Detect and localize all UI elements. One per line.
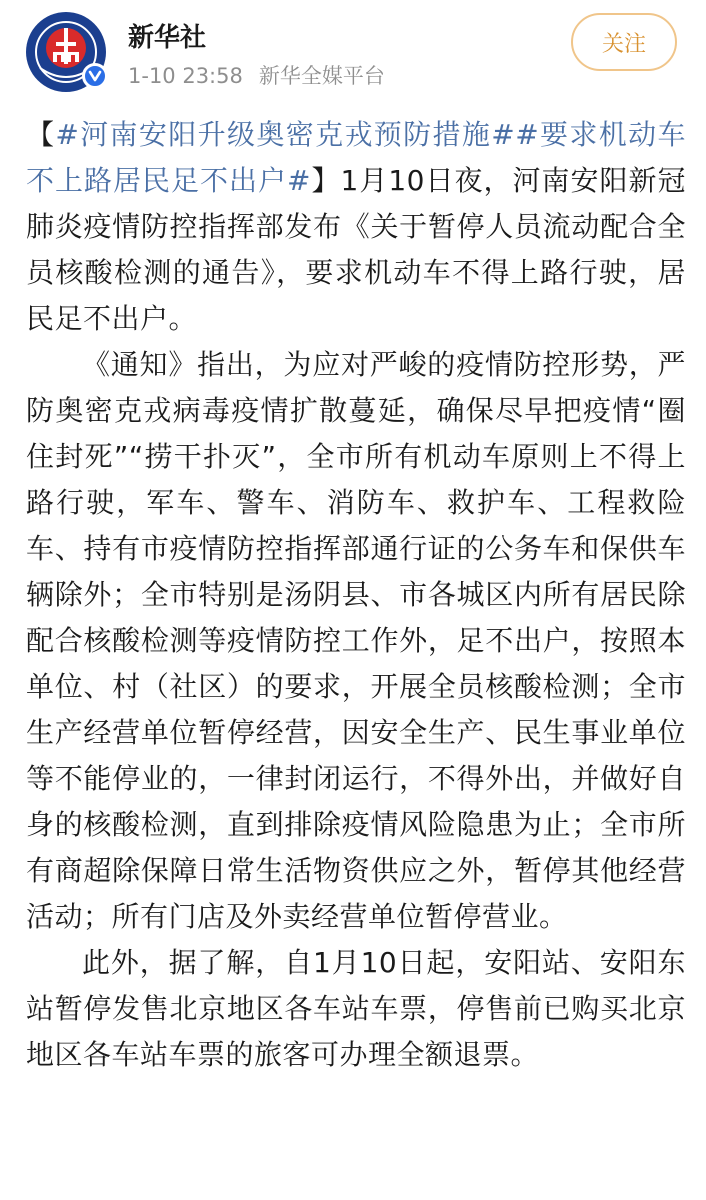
post-meta — [128, 62, 385, 90]
lead-text: 1月10日夜，河南安阳新冠肺炎疫情防控指挥部发布《关于暂停人员流动配合全员核酸检测的通告》，要求机动车不得上路行驶，居民足不出户。 — [26, 164, 686, 335]
author-name[interactable]: 新华社 — [128, 23, 207, 53]
post-time: 1-10 23:58 — [128, 64, 243, 88]
bracket-close: 】 — [311, 164, 341, 197]
post-source: 新华全媒平台 — [258, 64, 385, 88]
paragraph-notice: 《通知》指出，为应对严峻的疫情防控形势，严防奥密克戎病毒疫情扩散蔓延，确保尽早把疫情“圈住封死”“捞干扑灭”，全市所有机动车原则上不得上路行驶，军车、警车、消防车、救护车、工程救险车、持有市疫情防控指挥部通行证的公务车和保供车辆除外；全市特别是汤阴县、市各城区内所有居民除配合核酸检测等疫情防控工作外，足不出户，按照本单位、村（社区）的要求，开展全员核酸检测；全市生产经营单位暂停经营，因安全生产、民生事业单位等不能停业的，一律封闭运行，不得外出，并做好自身的核酸检测，直到排除疫情风险隐患为止；全市所有商超除保障日常生活物资供应之外，暂停其他经营活动；所有门店及外卖经营单位暂停营业。 — [26, 348, 686, 933]
hashtag-stay-home[interactable]: #要求机动车不上路居民足不出户# — [26, 118, 686, 197]
hashtag-anyang-omicron[interactable]: #河南安阳升级奥密克戎预防措施# — [55, 118, 516, 151]
post-header — [0, 0, 706, 108]
lead-paragraph — [26, 112, 686, 342]
paragraph-railway: 此外，据了解，自1月10日起，安阳站、安阳东站暂停发售北京地区各车站车票，停售前已购买北京地区各车站车票的旅客可办理全额退票。 — [26, 946, 686, 1071]
verified-badge-icon — [82, 63, 108, 89]
post-content — [26, 112, 686, 1078]
follow-button[interactable]: 关注 — [571, 13, 677, 71]
bracket-open: 【 — [26, 118, 56, 151]
